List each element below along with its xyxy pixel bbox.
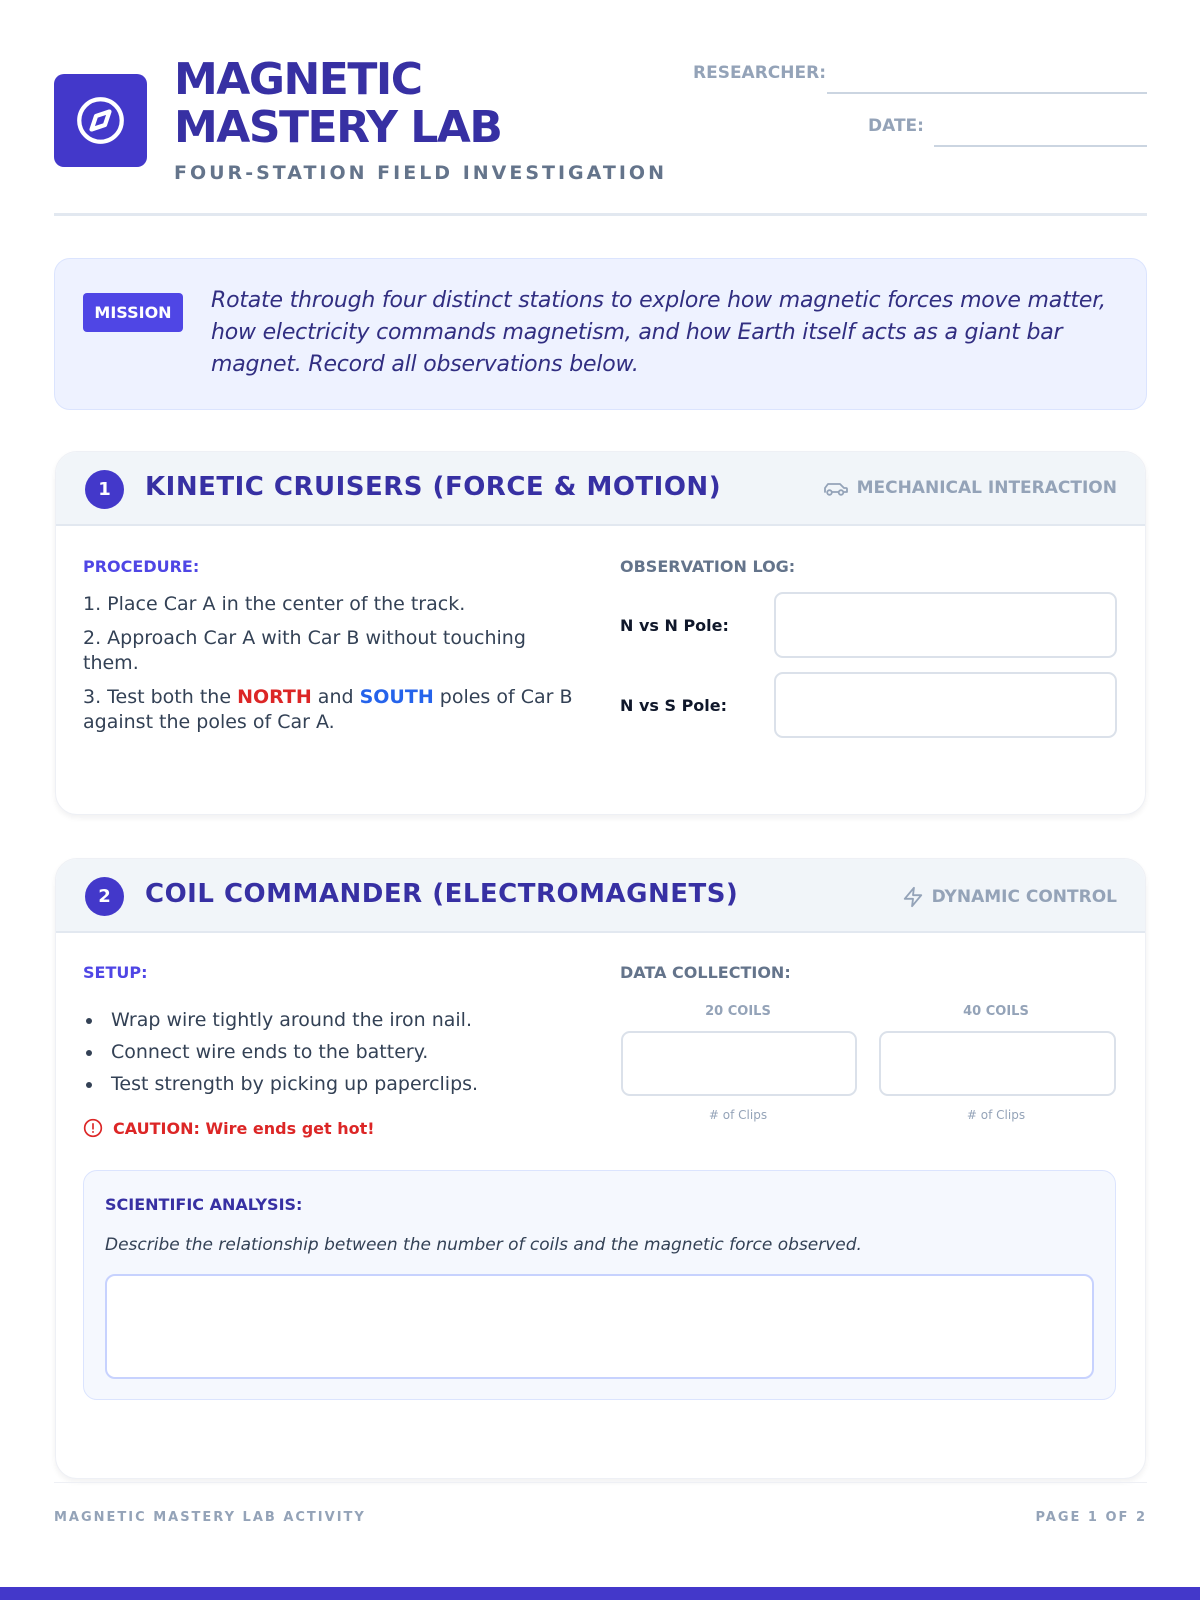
obs-ns-input[interactable] [774, 672, 1117, 738]
station-2-tag [902, 885, 1117, 909]
page-title [174, 56, 501, 152]
car-icon [823, 478, 849, 498]
page-header [54, 54, 1147, 216]
coils-20-note: # of Clips [708, 1108, 768, 1122]
col-20-coils-label: 20 COILS [705, 1004, 771, 1019]
step-3-text-b: and [311, 686, 360, 708]
procedure-step-1: 1. Place Car A in the center of the track. [83, 593, 466, 615]
station-1-header [56, 452, 1145, 526]
station-2-header [56, 859, 1145, 933]
station-2-title: COIL COMMANDER (ELECTROMAGNETS) [145, 879, 739, 909]
lightning-icon [902, 885, 924, 909]
logo-badge [54, 74, 147, 167]
footer-divider [54, 1482, 1147, 1483]
south-label: SOUTH [359, 686, 434, 708]
north-label: NORTH [237, 686, 312, 708]
researcher-field[interactable] [827, 92, 1147, 94]
station-2-tag-text: DYNAMIC CONTROL [931, 887, 1117, 907]
obs-ns-label: N vs S Pole: [620, 696, 728, 715]
alert-circle-icon [83, 1118, 103, 1138]
analysis-description: Describe the relationship between the number of coils and the magnetic force observed. [105, 1235, 862, 1255]
procedure-step-3 [83, 685, 573, 735]
coils-40-note: # of Clips [966, 1108, 1026, 1122]
caution-note [83, 1118, 375, 1138]
mission-text: Rotate through four distinct stations to explore how magnetic forces move matter, how electricity commands magnetism, and how Earth itself acts as a giant bar magnet. Record all observations below. [211, 288, 1106, 377]
setup-list [83, 1004, 583, 1100]
title-line-2: MASTERY LAB [174, 102, 502, 153]
setup-label: SETUP: [83, 963, 148, 982]
col-40-coils-label: 40 COILS [963, 1004, 1029, 1019]
mission-panel [54, 258, 1147, 410]
station-1-tag [823, 478, 1117, 498]
date-label: DATE: [868, 116, 924, 136]
setup-item: Test strength by picking up paperclips. [83, 1068, 583, 1100]
analysis-title: SCIENTIFIC ANALYSIS: [105, 1195, 303, 1214]
setup-item: Wrap wire tightly around the iron nail. [83, 1004, 583, 1036]
step-3-text-a: 3. Test both the [83, 686, 238, 708]
coils-40-input[interactable] [879, 1031, 1116, 1096]
title-line-1: MAGNETIC [174, 54, 422, 105]
data-collection-label: DATA COLLECTION: [620, 963, 791, 982]
footer-page-number: PAGE 1 OF 2 [1035, 1510, 1147, 1525]
observation-label: OBSERVATION LOG: [620, 557, 796, 576]
procedure-label: PROCEDURE: [83, 557, 200, 576]
obs-nn-label: N vs N Pole: [620, 616, 729, 635]
bottom-accent-bar [0, 1587, 1200, 1600]
date-field[interactable] [934, 145, 1147, 147]
researcher-label: RESEARCHER: [693, 63, 827, 83]
obs-nn-input[interactable] [774, 592, 1117, 658]
analysis-input[interactable] [105, 1274, 1094, 1379]
station-1-title: KINETIC CRUISERS (FORCE & MOTION) [145, 472, 722, 502]
footer-left: MAGNETIC MASTERY LAB ACTIVITY [54, 1510, 366, 1525]
compass-icon [75, 95, 126, 146]
station-1-number: 1 [85, 470, 124, 509]
station-2-number: 2 [85, 877, 124, 916]
analysis-panel [83, 1170, 1116, 1400]
setup-item: Connect wire ends to the battery. [83, 1036, 583, 1068]
caution-text: CAUTION: Wire ends get hot! [113, 1118, 375, 1138]
station-1-tag-text: MECHANICAL INTERACTION [856, 478, 1117, 498]
procedure-list [83, 592, 573, 744]
step-3-text-c: poles of Car B against the poles of Car A. [83, 686, 573, 733]
procedure-step-2: 2. Approach Car A with Car B without touching them. [83, 627, 526, 674]
mission-badge: MISSION [83, 293, 183, 332]
page-subtitle: FOUR-STATION FIELD INVESTIGATION [174, 162, 667, 184]
coils-20-input[interactable] [621, 1031, 857, 1096]
